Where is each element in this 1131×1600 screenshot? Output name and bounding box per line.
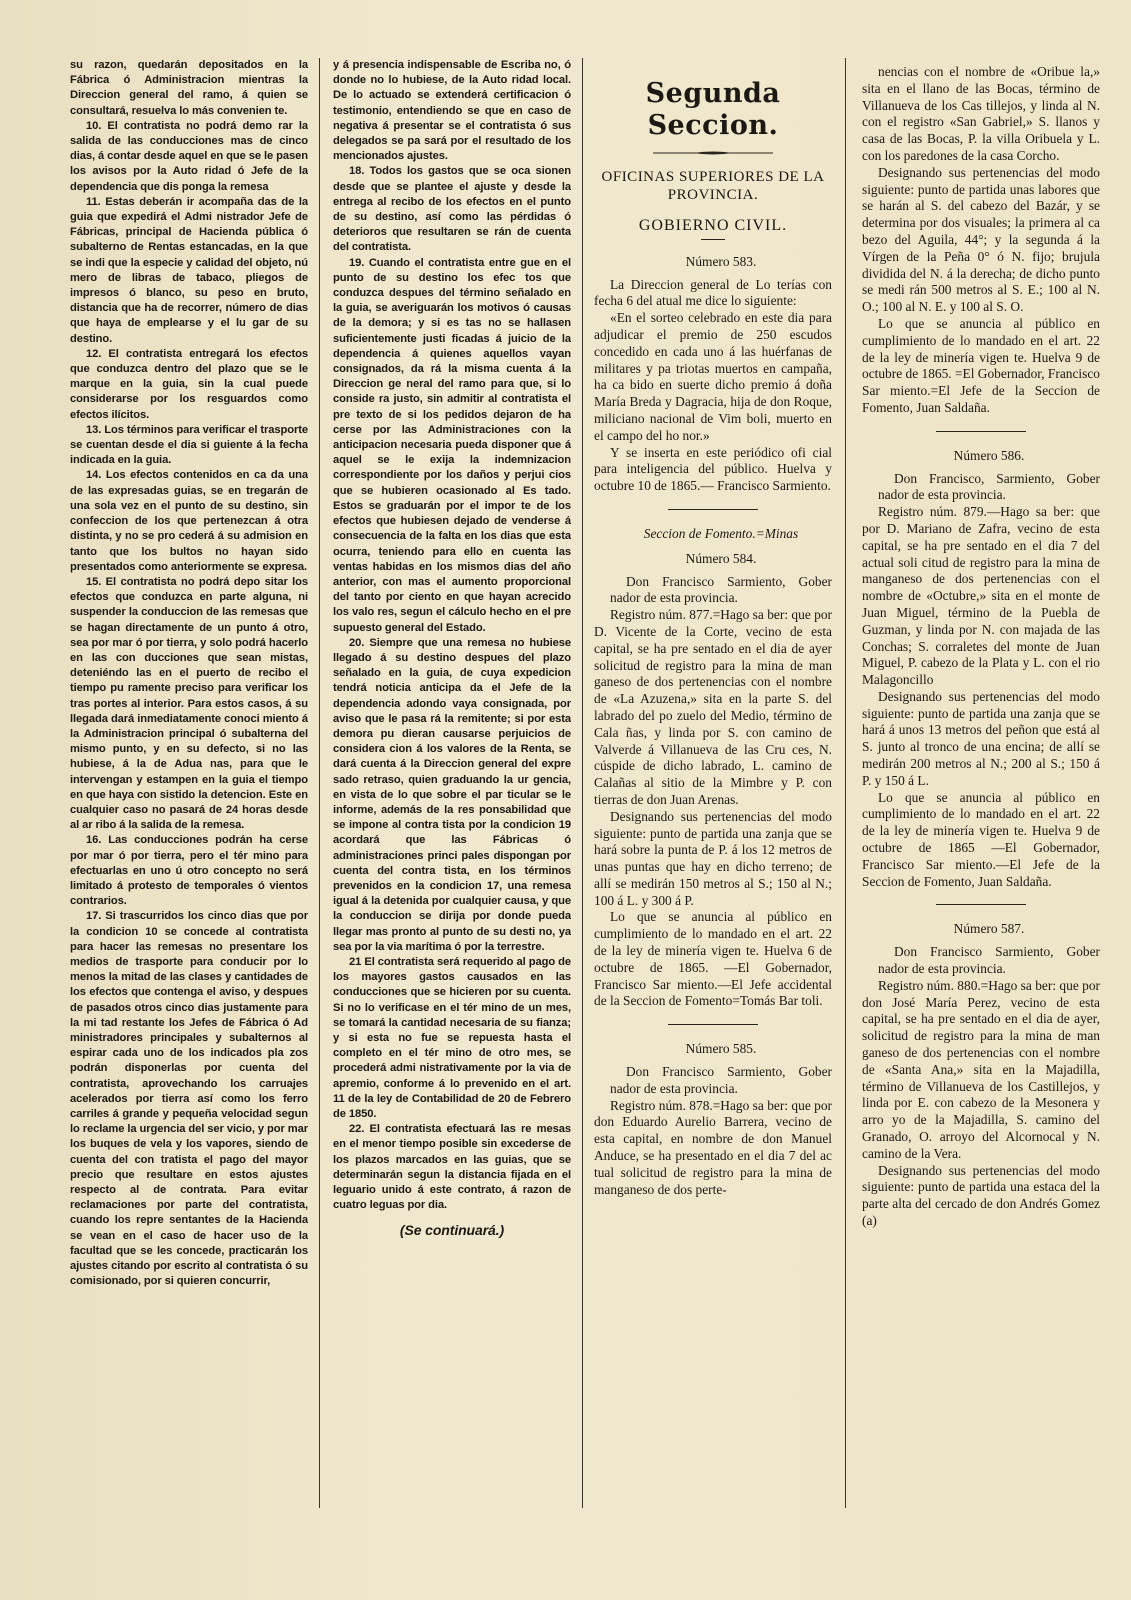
paragraph: Designando sus pertenencias del modo siguiente: punto de partida una estaca del la parte alta del cercado de don Andrés Gomez (a) xyxy=(862,1162,1100,1228)
notice-number: Número 583. xyxy=(685,253,757,269)
paragraph: Y se inserta en este periódico ofi cial para inteligencia del público. Huelva y octubre 10 de 1865.— Francisco Sarmiento. xyxy=(594,444,832,494)
condition-22: 22. El contratista efectuará las re mesas en el menor tiempo posible sin excederse de los plazos marcados en las guias, que se determinarán segun la distancia fijada en el leguario unido á este contrato, á razon de cuatro leguas por dia. xyxy=(333,1123,571,1212)
office-heading: OFICINAS SUPERIORES DE LA PROVINCIA. xyxy=(601,169,825,203)
gobierno-heading: GOBIERNO CIVIL. xyxy=(638,217,788,234)
paragraph: Registro núm. 877.=Hago sa ber: que por D. Vicente de la Corte, vecino de esta capital, se ha pre sentado en el dia de ayer solicitud de registro para la mina de man ganeso de dos pertenencias con el nombre de «La Azuzena,» sita en la parte S. del labrado del po zuelo del Medio, término de Cala ñas, y linda por S. con camino de Valverde á Villanueva de las Cru ces, N. cúspide de dicho labrado, L. camino de Calañas al sitio de la Mimbre y P. con tierras de don Juan Arenas. xyxy=(594,607,832,807)
divider xyxy=(668,509,758,510)
paragraph: Designando sus pertenencias del modo siguiente: punto de partida unas labores que se harán al S. del cabezo del Bazár, y se determina por dos visuales; la primera al ca bezo del Aguila, 44°; y la segunda á la Vírgen de la Peña 0° ó N. fijo; brujula dividida del N. á la derecha; de dicho punto se medi rán 500 metros al S. E.; 100 al N. O.; 100 al N. E. y 100 al S. O. xyxy=(862,164,1100,315)
condition-17: 17. Si trascurridos los cinco dias que por la condicion 10 se concede al contratista para hacer las remesas no presentare los medios de trasporte para conducir por lo menos la mitad de las clases y cantidades de los efectos que contenga el aviso, y despues de pasados otros cinco dias justamente para la mi tad restante los Jefes de Fábrica ó Ad ministradores principales y subalternos al espirar cada uno de los indicados pla zos podrán disponerlas por cuenta del contratista, aprovechando los carruajes acelerados por tierra así como los ferro carriles á grande y pequeña velocidad segun lo reclame la urgencia del ser vicio, y por mar los buques de vela y los vapores, siendo de cuenta del con tratista el pago del mayor precio que resultare en estos ajustes respecto al de contrata. Para evitar reclamaciones por parte del contratista, cuando los repre sentantes de la Hacienda se vean en el caso de hacer uso de la facultad que se les concede, practicarán los ajustes citando por escrito al contratista ó su comisionado, por si quieren concurrir, xyxy=(70,910,308,1288)
continued-note: (Se continuará.) xyxy=(399,1222,505,1239)
paragraph: Registro núm. 878.=Hago sa ber: que por don Eduardo Aurelio Barrera, vecino de esta capital, en nombre de don Manuel Anduce, se ha presentado en el dia 7 del ac tual solicitud de registro para la mina de manganeso de dos perte- xyxy=(594,1097,832,1197)
condition-16: 16. Las conducciones podrán ha cerse por mar ó por tierra, pero el tér mino para efectuarlas en uno ú otro concepto no será limitado á protesto de temporales ó vientos contrarios. xyxy=(70,834,308,908)
condition-19: 19. Cuando el contratista entre gue en el punto de su destino los efec tos que conduzca despues del término señalado en la guia, se averiguarán los motivos ó causas de la demora; y si es tas no se hallasen suficientemente justi ficadas á juicio de la dependencia á quienes aquellos vayan consignados, da rá la misma cuenta á la Direccion ge neral del ramo para que, si lo conside ra justo, sin admitir al contratista el pre texto de si los pedidos dejaron de ha cerse por las Administraciones con la anticipacion necesaria pueda disponer que á aquel se le exija la indemnizacion correspondiente por los daños y perjui cios que se hubieren ocasionado al Es tado. Estos se graduarán por el impor te de los efectos que hubiesen dejado de venderse á consecuencia de la falta en los dias que esta ocurra, teniendo para ello en cuenta las ventas habidas en los mismos dias del año anterior, con mas el aumento proporcional del tanto por ciento en que hayan acrecido los valo res, segun el cálculo hecho en el pre supuesto general del Estado. xyxy=(333,256,571,634)
condition-12: 12. El contratista entregará los efectos que conduzca dentro del plazo que se le marque en la guia, sin la cual puede considerarse por los resguardos como efectos ilícitos. xyxy=(70,347,308,421)
divider xyxy=(936,431,1026,432)
governor-line: Don Francisco Sarmiento, Gober nador de esta provincia. xyxy=(610,573,832,606)
ornament-rule-icon xyxy=(653,150,773,156)
paragraph: Lo que se anuncia al público en cumplimiento de lo mandado en el art. 22 de la ley de minería vigen te. Huelva 9 de octubre de 1865. =El Gobernador, Francisco Sar miento.=El Jefe de la Seccion de Fomento, Juan Saldaña. xyxy=(862,315,1100,415)
notice-number: Número 584. xyxy=(685,550,757,566)
paragraph: su razon, quedarán depositados en la Fábrica ó Administracion mientras la Direccion general del ramo, á quien se consultará, resuelva lo más convenien te. xyxy=(70,59,308,117)
governor-line: Don Francisco Sarmiento, Gober nador de esta provincia. xyxy=(878,944,1100,977)
paragraph: Lo que se anuncia al público en cumplimiento de lo mandado en el art. 22 de la ley de minería vigen te. Huelva 6 de octubre de 1865. —El Gobernador, Francisco Sar miento.—El Jefe accidental de la Seccion de Fomento=Tomás Bar toli. xyxy=(594,909,832,1009)
paragraph: Lo que se anuncia al público en cumplimiento de lo mandado en el art. 22 de la ley de minería vigen te. Huelva 9 de octubre de 1865 —El Gobernador, Francisco Sar miento.—El Jefe de la Seccion de Fomento, Juan Saldaña. xyxy=(862,789,1100,889)
paragraph: La Direccion general de Lo terías con fecha 6 del atual me dice lo siguiente: xyxy=(594,276,832,309)
column-rule xyxy=(845,58,846,1508)
paragraph: Registro núm. 880.=Hago sa ber: que por don José María Perez, vecino de esta capital, se ha pre sentado en el dia de ayer, solicitud de registro para la mina de man ganeso de dos pertenencias con el nombre de «Santa Ana,» sita en la Majadilla, término de Villanueva de los Castillejos, y linda por E. con cabezo de la Mesonera y arro yo de la Majadilla, S. camino del Granado, O. arroyo del Alcornocal y N. camino de la Vera. xyxy=(862,977,1100,1161)
paragraph: y á presencia indispensable de Escriba no, ó donde no lo hubiese, de la Auto ridad local. De lo actuado se extenderá certificacion ó testimonio, entendiendo se que en caso de negativa á presentar se el contratista ó sus delegados se pa sará por el resultado de los mencionados ajustes. xyxy=(333,59,571,163)
condition-11: 11. Estas deberán ir acompaña das de la guia que expedirá el Admi nistrador Jefe de Fábricas, principal de Hacienda pública ó subalterno de Rentas estancadas, en la que se indi que la especie y calidad del objeto, nú mero de libras de tabaco, pliegos de impresos ó blanco, su peso en bruto, distancia que ha de recorrer, número de dias que haya de emplearse y el lu gar de su destino. xyxy=(70,195,308,345)
paragraph: Registro núm. 879.—Hago sa ber: que por D. Mariano de Zafra, vecino de esta capital, se ha pre sentado en el dia 7 del actual soli citud de registro para la mina de manganeso de dos pertenencias con el nombre de «Octubre,» sita en el monte de Juan Miguel, término de la Puebla de Guzman, y linda por N. con majada de las Conchas; S. corraletes del monte de Juan Miguel, P. cabezo de la Plata y L. con el rio Malagoncillo xyxy=(862,504,1100,688)
condition-15: 15. El contratista no podrá depo sitar los efectos que conduzca en parte alguna, ni suspender la conduccion de las remesas que se hagan directamente de un punto á otro, sea por mar ó por tierra, y solo podrá hacerlo en las con ducciones que sean mistas, deteniéndo las en el puerto de recibo el tiempo pu ramente preciso para verificar los tras portes al interior. Para estos casos, á su llegada dará inmediatamente conoci miento á la Administracion principal ó subalterna del mismo punto, y en su defecto, si no las hubiese, á la de Adua nas, para que le intervengan y estampen en la guia el tiempo en que haya con sistido la detencion. Este en cualquier caso no pasará de 24 horas desde al ar ribo á la salida de la remesa. xyxy=(70,575,308,832)
condition-10: 10. El contratista no podrá demo rar la salida de las conducciones mas de cinco dias, á contar desde aquel en que se le pasen los avisos por la Auto ridad ó Jefe de la dependencia que dis ponga la remesa xyxy=(70,119,308,193)
column-2 xyxy=(333,58,571,1239)
column-3 xyxy=(594,78,832,1198)
paragraph: nencias con el nombre de «Oribue la,» sita en el llano de las Bocas, término de Villanueva de los Cas tillejos, y linda al N. con el registro «San Gabriel,» S. llanos y casa de las Bocas, P. la villa Oribuela y L. con los paredones de la casa Corcho. xyxy=(862,64,1100,163)
column-rule xyxy=(582,58,583,1508)
governor-line: Don Francisco Sarmiento, Gober nador de esta provincia. xyxy=(610,1064,832,1096)
paragraph: Designando sus pertenencias del modo siguiente: punto de partida una zanja que se hará á unos 13 metros del peñon que está al S. junto al tronco de una encina; de allí se medirán 200 metros al N.; 200 al S.; 150 á P. y 150 á L. xyxy=(862,688,1100,788)
notice-number: Número 585. xyxy=(685,1041,757,1057)
condition-21: 21 El contratista será requerido al pago de los mayores gastos causados en las conducciones que se hicieren por su cuenta. Si no lo verificase en el tér mino de un mes, se tomará la cantidad necesaria de su fianza; y si esta no fue se repuesta hasta el completo en el tér mino de otro mes, se procederá admi nistrativamente por la via de apremio, conforme á lo prevenido en el art. 11 de la ley de Contabilidad de 20 de Febrero de 1850. xyxy=(333,955,571,1121)
column-rule xyxy=(319,58,320,1508)
condition-18: 18. Todos los gastos que se oca sionen desde que se plantee el ajuste y desde la entrega al recibo de los efectos en el punto de su destino, así como las pérdidas ó deterioros que resultaren se rán de cuenta del contratista. xyxy=(333,165,571,254)
section-title: Segunda Seccion. xyxy=(645,78,781,141)
divider xyxy=(668,1024,758,1025)
governor-line: Don Francisco, Sarmiento, Gober nador de esta provincia. xyxy=(878,470,1100,503)
notice-number: Número 586. xyxy=(953,447,1025,463)
condition-14: 14. Los efectos contenidos en ca da una de las expresadas guias, se en tregarán de una sola vez en el punto de su destino, sin confeccion de los que pertenezcan á otra distinta, y no se pro cederá á su admision en tanto que los bultos no hayan sido presentados como anteriormente se expresa. xyxy=(70,469,308,573)
paragraph: «En el sorteo celebrado en este dia para adjudicar el premio de 250 escudos concedido en cada uno á las huérfanas de militares y pa triotas muertos en campaña, ha ca bido en suerte dicho premio á doña María Breda y Dagracia, hija de don Roque, miliciano nacional de Vim boli, muerto en el campo del ho nor.» xyxy=(594,310,832,443)
column-4 xyxy=(862,64,1100,1230)
condition-13: 13. Los términos para verificar el trasporte se cuentan desde el dia si guiente á la fecha indicada en la guia. xyxy=(70,423,308,467)
divider xyxy=(936,904,1026,905)
fomento-heading: Seccion de Fomento.=Minas xyxy=(643,525,799,541)
condition-20: 20. Siempre que una remesa no hubiese llegado á su destino despues del plazo señalado en la guia, de cuya expedicion tendrá noticia anticipa da el Jefe de la dependencia adondo vaya consignada, por aviso que le pasa rá la remitente; si por esta demora pu dieran causarse perjuicios de considera cion á los valores de la Renta, se dará cuenta á la Direccion general del expre sado retraso, quien graduando la ur gencia, en vista de lo que sobre el par ticular se le informe, además de la res ponsabilidad que se impone al contra tista por la condicion 19 acordará que las Fábricas ó administraciones princi pales dispongan por cuenta del contra tista, en los términos prevenidos en la condicion 17, una remesa igual á la detenida por cualquier causa, y que la conduccion se dirija por donde pueda llegar mas pronto al punto de su desti no, ya sea por la via marítima ó por la terrestre. xyxy=(333,636,571,953)
short-divider xyxy=(701,239,725,240)
notice-number: Número 587. xyxy=(953,921,1025,937)
column-1 xyxy=(70,58,308,1289)
paragraph: Designando sus pertenencias del modo siguiente: punto de partida una zanja que se hará sobre la punta de P. á los 12 metros de unas puntas que hay en dicho terreno; de allí se medirán 150 metros al S.; 150 al N.; 100 á L. y 300 á P. xyxy=(594,808,832,908)
